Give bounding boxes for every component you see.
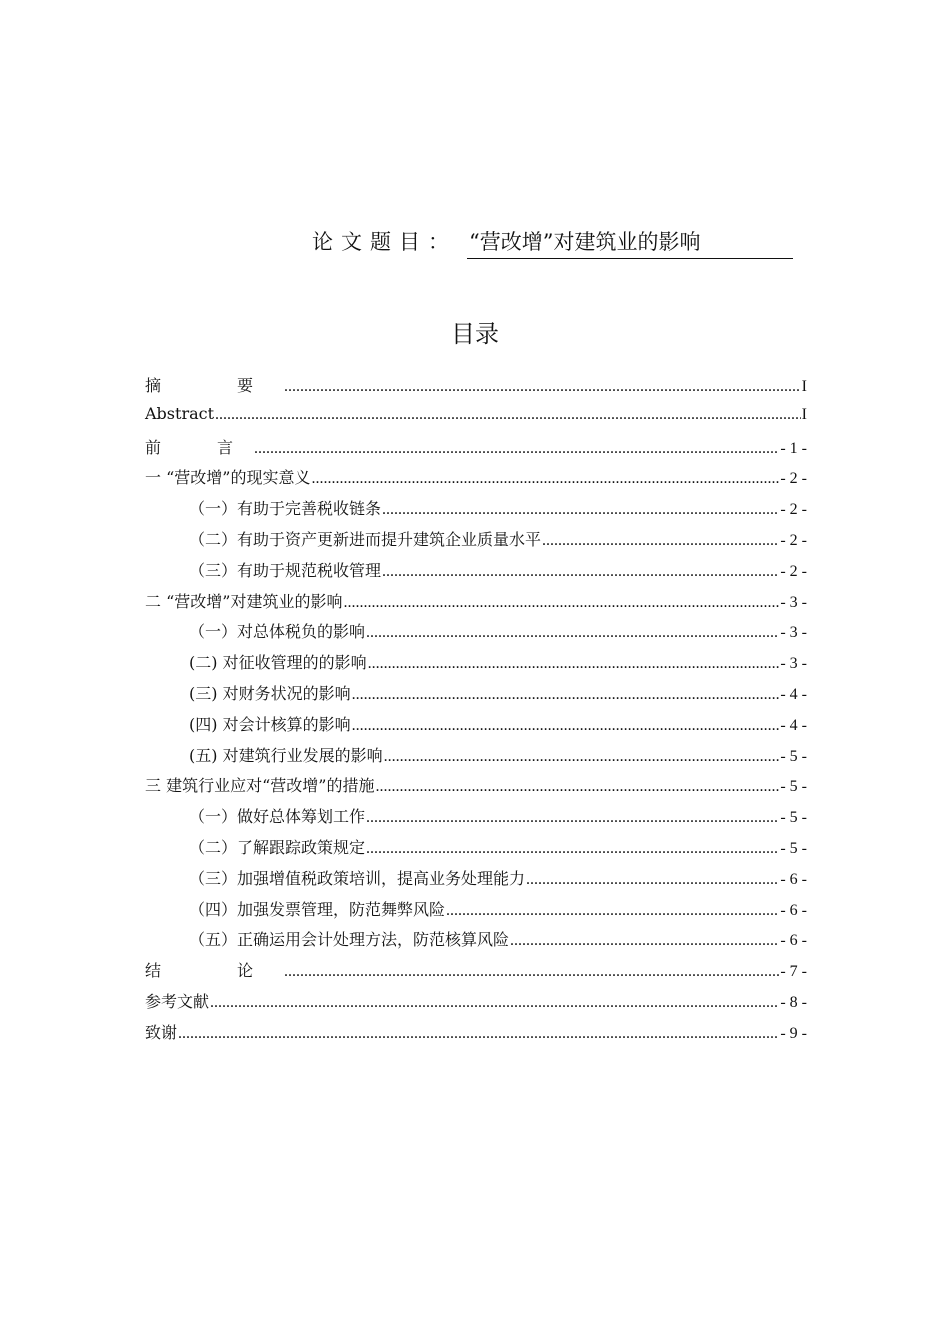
toc-entry-text: （一）有助于完善税收链条 <box>189 499 382 519</box>
toc-page-number: - 7 - <box>780 963 807 981</box>
toc-leader-dots <box>352 717 780 735</box>
toc-page-number: - 4 - <box>780 716 807 734</box>
toc-leader-dots <box>366 809 779 827</box>
toc-leader-dots <box>343 594 779 612</box>
toc-page-number: - 3 - <box>780 655 807 673</box>
toc-page-number: I <box>801 378 807 395</box>
toc-entry-text: (五) 对建筑行业发展的影响 <box>189 745 383 765</box>
toc-leader-dots <box>215 406 801 424</box>
toc-entry-text: （三）有助于规范税收管理 <box>189 560 382 580</box>
toc-entry-text: (三) 对财务状况的影响 <box>189 683 351 703</box>
toc-entry-text: （四）加强发票管理，防范舞弊风险 <box>189 899 446 919</box>
toc-page-number: - 2 - <box>780 470 807 488</box>
toc-entry[interactable] <box>145 589 807 620</box>
toc-leader-dots <box>254 440 779 458</box>
toc-page-number: - 3 - <box>780 593 807 611</box>
toc-entry-text: （二）了解跟踪政策规定 <box>189 837 366 857</box>
toc-entry-text: （一）对总体税负的影响 <box>189 622 366 642</box>
toc-page-number: - 4 - <box>780 685 807 703</box>
toc-entry[interactable] <box>145 743 807 774</box>
toc-page-number: - 2 - <box>780 531 807 549</box>
toc-leader-dots <box>284 963 779 981</box>
toc-entry-text: 前 言 <box>145 437 254 457</box>
toc-page-number: I <box>801 405 807 423</box>
toc-leader-dots <box>510 932 779 950</box>
toc-page-number: - 5 - <box>780 778 807 796</box>
toc-page-number: - 6 - <box>780 932 807 950</box>
toc-entry-text: (二) 对征收管理的的影响 <box>189 653 367 673</box>
toc-leader-dots <box>210 994 779 1012</box>
toc-entry[interactable] <box>145 650 807 681</box>
toc-leader-dots <box>284 378 801 396</box>
toc-leader-dots <box>446 902 779 920</box>
toc-leader-dots <box>382 563 779 581</box>
toc-entry[interactable] <box>145 496 807 527</box>
toc-entry[interactable] <box>145 404 807 435</box>
thesis-title-value: “营改增”对建筑业的影响 <box>467 226 793 259</box>
toc-leader-dots <box>368 655 780 673</box>
toc-entry[interactable] <box>145 712 807 743</box>
toc-entry[interactable] <box>145 435 807 466</box>
toc-entry[interactable] <box>145 465 807 496</box>
toc-page-number: - 1 - <box>780 439 807 457</box>
toc-entry-text: 参考文献 <box>145 991 210 1011</box>
toc-entry-text: 结 论 <box>145 961 284 981</box>
table-of-contents <box>145 373 807 1051</box>
toc-entry-text: 三 建筑行业应对“营改增”的措施 <box>145 776 375 796</box>
toc-leader-dots <box>526 871 779 889</box>
thesis-title-line <box>312 226 793 259</box>
toc-entry-text: (四) 对会计核算的影响 <box>189 714 351 734</box>
toc-entry-text: 致谢 <box>145 1022 178 1042</box>
toc-entry-text: 一 “营改增”的现实意义 <box>145 468 311 488</box>
toc-entry[interactable] <box>145 558 807 589</box>
toc-leader-dots <box>178 1025 779 1043</box>
toc-entry-text: 摘 要 <box>145 376 284 395</box>
toc-entry[interactable] <box>145 989 807 1020</box>
toc-entry-text: 二 “营改增”对建筑业的影响 <box>145 591 343 611</box>
toc-leader-dots <box>311 470 779 488</box>
toc-entry[interactable] <box>145 1020 807 1051</box>
toc-page-number: - 6 - <box>780 901 807 919</box>
toc-heading: 目录 <box>451 320 499 348</box>
toc-leader-dots <box>366 624 779 642</box>
toc-entry-text: （五）正确运用会计处理方法，防范核算风险 <box>189 930 510 950</box>
toc-entry-text: （一）做好总体筹划工作 <box>189 807 366 827</box>
toc-entry[interactable] <box>145 681 807 712</box>
thesis-title-label: 论文题目： <box>312 230 457 254</box>
toc-entry-text: Abstract <box>145 403 215 423</box>
toc-entry-text: （三）加强增值税政策培训，提高业务处理能力 <box>189 868 526 888</box>
toc-entry[interactable] <box>145 866 807 897</box>
toc-entry[interactable] <box>145 927 807 958</box>
toc-page-number: - 6 - <box>780 870 807 888</box>
toc-leader-dots <box>542 532 779 550</box>
toc-page-number: - 2 - <box>780 562 807 580</box>
toc-page-number: - 3 - <box>780 624 807 642</box>
toc-entry-text: （二）有助于资产更新进而提升建筑企业质量水平 <box>189 529 542 549</box>
toc-page-number: - 5 - <box>780 747 807 765</box>
toc-leader-dots <box>382 501 779 519</box>
toc-page-number: - 9 - <box>780 1024 807 1042</box>
toc-entry[interactable] <box>145 619 807 650</box>
toc-page-number: - 8 - <box>780 993 807 1011</box>
toc-entry[interactable] <box>145 958 807 989</box>
toc-entry[interactable] <box>145 804 807 835</box>
toc-page-number: - 5 - <box>780 839 807 857</box>
toc-entry[interactable] <box>145 527 807 558</box>
toc-leader-dots <box>375 778 779 796</box>
toc-leader-dots <box>384 748 780 766</box>
toc-leader-dots <box>366 840 779 858</box>
toc-entry[interactable] <box>145 373 807 404</box>
toc-leader-dots <box>352 686 780 704</box>
toc-entry[interactable] <box>145 835 807 866</box>
toc-entry[interactable] <box>145 773 807 804</box>
toc-page-number: - 2 - <box>780 501 807 519</box>
toc-page-number: - 5 - <box>780 809 807 827</box>
toc-entry[interactable] <box>145 897 807 928</box>
